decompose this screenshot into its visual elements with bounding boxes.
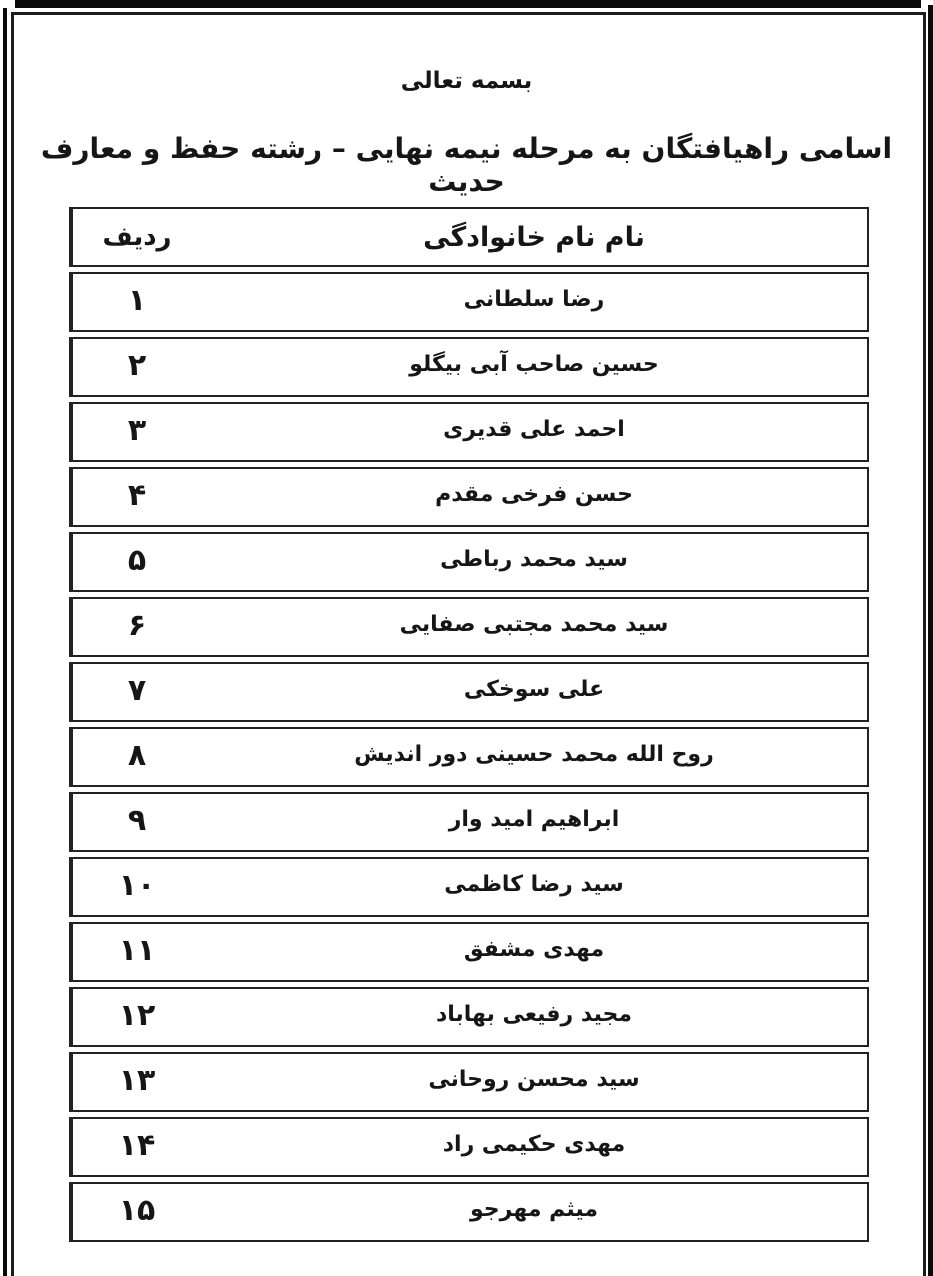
full-name-cell: مهدی مشفق [463, 937, 605, 962]
row-number-cell: ۱۲ [71, 989, 201, 1045]
table-row [69, 597, 869, 657]
page-title: اسامی راهیافتگان به مرحله نیمه نهایی – رشته حفظ و معارف حدیث [40, 132, 893, 198]
full-name-cell: احمد علی قدیری [443, 417, 625, 442]
row-number-cell: ۱۰ [71, 859, 201, 915]
names-table [69, 207, 869, 1242]
table-row [69, 467, 869, 527]
full-name-cell: حسین صاحب آبی بیگلو [409, 352, 659, 377]
table-header-row [69, 207, 869, 267]
full-name-cell: روح الله محمد حسینی دور اندیش [354, 742, 714, 767]
full-name-cell: مهدی حکیمی راد [442, 1132, 626, 1157]
full-name-cell: میثم مهرجو [470, 1197, 598, 1222]
full-name-cell: حسن فرخی مقدم [435, 482, 633, 507]
full-name-cell: سید محمد مجتبی صفایی [399, 612, 669, 637]
table-body [69, 272, 869, 1242]
table-row [69, 1182, 869, 1242]
full-name-cell: سید محسن روحانی [428, 1067, 640, 1092]
row-number-cell: ۸ [71, 729, 201, 785]
table-row [69, 272, 869, 332]
table-row [69, 727, 869, 787]
row-number-cell: ۹ [71, 794, 201, 850]
scan-artifact-top-bar [15, 0, 921, 8]
scan-artifact-left-edge [3, 8, 7, 1276]
bismillah-heading: بسمه تعالی [400, 68, 533, 94]
column-header-name: نام نام خانوادگی [423, 221, 645, 253]
row-number-cell: ۶ [71, 599, 201, 655]
row-number-cell: ۱۳ [71, 1054, 201, 1110]
table-row [69, 532, 869, 592]
row-number-cell: ۲ [71, 339, 201, 395]
table-row [69, 662, 869, 722]
row-number-cell: ۱۵ [71, 1184, 201, 1240]
full-name-cell: مجید رفیعی بهاباد [435, 1002, 633, 1027]
full-name-cell: رضا سلطانی [463, 287, 605, 312]
table-row [69, 1117, 869, 1177]
row-number-cell: ۴ [71, 469, 201, 525]
table-row [69, 922, 869, 982]
row-number-cell: ۱۴ [71, 1119, 201, 1175]
table-row [69, 1052, 869, 1112]
table-row [69, 857, 869, 917]
row-number-cell: ۱۱ [71, 924, 201, 980]
table-row [69, 337, 869, 397]
row-number-cell: ۱ [71, 274, 201, 330]
row-number-cell: ۳ [71, 404, 201, 460]
full-name-cell: علی سوخکی [463, 677, 605, 702]
table-row [69, 402, 869, 462]
column-header-row-number: ردیف [71, 209, 201, 265]
table-row [69, 792, 869, 852]
table-row [69, 987, 869, 1047]
full-name-cell: سید محمد رباطی [440, 547, 628, 572]
row-number-cell: ۷ [71, 664, 201, 720]
full-name-cell: سید رضا کاظمی [444, 872, 624, 897]
row-number-cell: ۵ [71, 534, 201, 590]
full-name-cell: ابراهیم امید وار [448, 807, 620, 832]
